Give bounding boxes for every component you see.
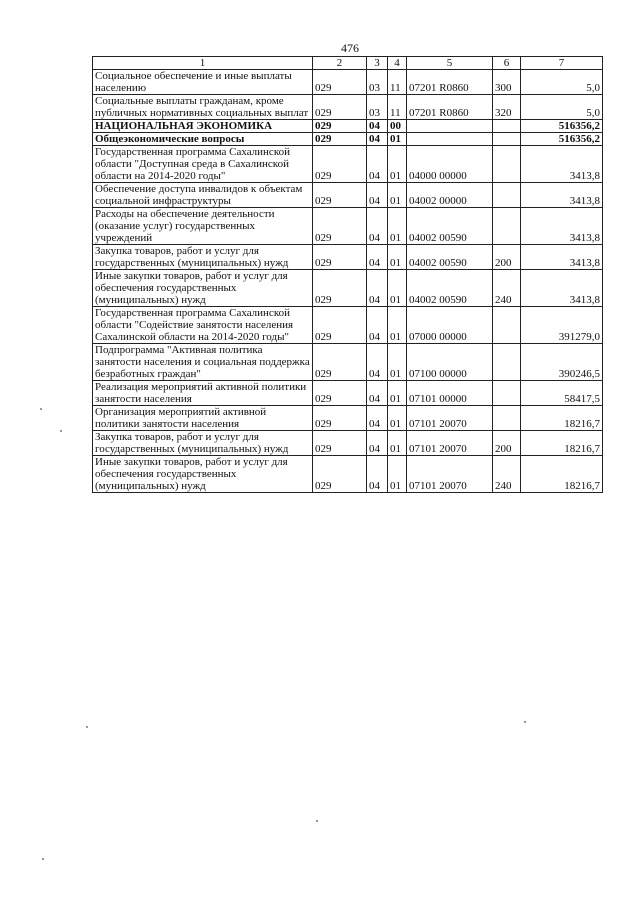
row-subsection: 01	[388, 456, 407, 493]
table-row	[93, 95, 603, 120]
row-section: 03	[367, 95, 388, 120]
column-number-row	[93, 57, 603, 70]
row-target: 07201 R0860	[407, 70, 493, 95]
row-expense-type	[493, 208, 521, 245]
row-section: 04	[367, 133, 388, 146]
col-header-ministry: 2	[313, 57, 367, 70]
row-target: 04002 00000	[407, 183, 493, 208]
row-section: 04	[367, 146, 388, 183]
row-name: Организация мероприятий активной политики занятости населения	[93, 406, 313, 431]
row-name: Реализация мероприятий активной политики занятости населения	[93, 381, 313, 406]
col-header-amount: 7	[521, 57, 603, 70]
row-ministry: 029	[313, 431, 367, 456]
row-expense-type	[493, 406, 521, 431]
row-expense-type	[493, 307, 521, 344]
row-expense-type: 200	[493, 431, 521, 456]
table-row	[93, 183, 603, 208]
col-header-target: 5	[407, 57, 493, 70]
col-header-name: 1	[93, 57, 313, 70]
row-section: 04	[367, 245, 388, 270]
row-ministry: 029	[313, 70, 367, 95]
row-amount: 18216,7	[521, 456, 603, 493]
row-amount: 3413,8	[521, 208, 603, 245]
row-ministry: 029	[313, 344, 367, 381]
row-name: Расходы на обеспечение деятельности (оказание услуг) государственных учреждений	[93, 208, 313, 245]
col-header-expense-type: 6	[493, 57, 521, 70]
row-amount: 391279,0	[521, 307, 603, 344]
row-amount: 18216,7	[521, 431, 603, 456]
row-section: 03	[367, 70, 388, 95]
scan-speck	[40, 408, 42, 410]
row-ministry: 029	[313, 133, 367, 146]
row-section: 04	[367, 270, 388, 307]
row-name: Закупка товаров, работ и услуг для государственных (муниципальных) нужд	[93, 245, 313, 270]
table-row	[93, 120, 603, 133]
row-section: 04	[367, 406, 388, 431]
row-expense-type	[493, 146, 521, 183]
row-name: Иные закупки товаров, работ и услуг для обеспечения государственных (муниципальных) нужд	[93, 456, 313, 493]
table-row	[93, 270, 603, 307]
row-name: Закупка товаров, работ и услуг для государственных (муниципальных) нужд	[93, 431, 313, 456]
row-target: 04000 00000	[407, 146, 493, 183]
row-expense-type: 240	[493, 456, 521, 493]
scan-speck	[86, 726, 88, 728]
scan-speck	[316, 820, 318, 822]
page-number: 476	[341, 41, 359, 55]
table-row	[93, 406, 603, 431]
table-row	[93, 208, 603, 245]
table-row	[93, 307, 603, 344]
row-section: 04	[367, 344, 388, 381]
row-amount: 3413,8	[521, 245, 603, 270]
row-subsection: 01	[388, 270, 407, 307]
row-target: 07000 00000	[407, 307, 493, 344]
row-ministry: 029	[313, 406, 367, 431]
row-amount: 516356,2	[521, 133, 603, 146]
row-section: 04	[367, 307, 388, 344]
row-target	[407, 133, 493, 146]
row-amount: 18216,7	[521, 406, 603, 431]
row-ministry: 029	[313, 146, 367, 183]
row-ministry: 029	[313, 120, 367, 133]
scan-speck	[42, 858, 44, 860]
row-target: 07101 20070	[407, 431, 493, 456]
row-ministry: 029	[313, 381, 367, 406]
row-name: Обеспечение доступа инвалидов к объектам социальной инфраструктуры	[93, 183, 313, 208]
row-ministry: 029	[313, 307, 367, 344]
row-amount: 5,0	[521, 70, 603, 95]
row-subsection: 01	[388, 406, 407, 431]
row-ministry: 029	[313, 95, 367, 120]
row-section: 04	[367, 208, 388, 245]
row-expense-type	[493, 120, 521, 133]
row-target: 07101 20070	[407, 456, 493, 493]
row-amount: 58417,5	[521, 381, 603, 406]
table-row	[93, 245, 603, 270]
row-target: 07100 00000	[407, 344, 493, 381]
row-amount: 390246,5	[521, 344, 603, 381]
row-expense-type: 300	[493, 70, 521, 95]
col-header-section: 3	[367, 57, 388, 70]
row-target: 07201 R0860	[407, 95, 493, 120]
row-target: 07101 00000	[407, 381, 493, 406]
row-expense-type	[493, 381, 521, 406]
row-expense-type	[493, 183, 521, 208]
row-subsection: 11	[388, 95, 407, 120]
row-subsection: 01	[388, 245, 407, 270]
row-expense-type	[493, 344, 521, 381]
row-name: Общеэкономические вопросы	[93, 133, 313, 146]
row-amount: 3413,8	[521, 146, 603, 183]
scan-speck	[524, 721, 526, 723]
row-subsection: 11	[388, 70, 407, 95]
row-expense-type: 240	[493, 270, 521, 307]
row-subsection: 01	[388, 344, 407, 381]
row-ministry: 029	[313, 270, 367, 307]
table-row	[93, 344, 603, 381]
table-row	[93, 146, 603, 183]
row-ministry: 029	[313, 183, 367, 208]
row-name: Иные закупки товаров, работ и услуг для обеспечения государственных (муниципальных) нужд	[93, 270, 313, 307]
row-section: 04	[367, 120, 388, 133]
row-amount: 3413,8	[521, 183, 603, 208]
row-expense-type: 200	[493, 245, 521, 270]
row-expense-type	[493, 133, 521, 146]
row-ministry: 029	[313, 456, 367, 493]
row-section: 04	[367, 183, 388, 208]
row-expense-type: 320	[493, 95, 521, 120]
row-subsection: 01	[388, 133, 407, 146]
row-subsection: 01	[388, 183, 407, 208]
scan-speck	[60, 430, 62, 432]
row-subsection: 01	[388, 146, 407, 183]
row-amount: 5,0	[521, 95, 603, 120]
row-name: Социальное обеспечение и иные выплаты населению	[93, 70, 313, 95]
row-section: 04	[367, 456, 388, 493]
row-section: 04	[367, 381, 388, 406]
table-row	[93, 431, 603, 456]
row-amount: 516356,2	[521, 120, 603, 133]
row-target	[407, 120, 493, 133]
row-subsection: 01	[388, 431, 407, 456]
row-subsection: 01	[388, 307, 407, 344]
row-target: 04002 00590	[407, 270, 493, 307]
table-row	[93, 381, 603, 406]
row-target: 04002 00590	[407, 245, 493, 270]
row-section: 04	[367, 431, 388, 456]
row-subsection: 01	[388, 208, 407, 245]
table-row	[93, 70, 603, 95]
budget-table	[92, 56, 603, 493]
row-subsection: 01	[388, 381, 407, 406]
row-name: Государственная программа Сахалинской области "Доступная среда в Сахалинской области на 2014-2020 годы"	[93, 146, 313, 183]
row-name: Социальные выплаты гражданам, кроме публичных нормативных социальных выплат	[93, 95, 313, 120]
row-target: 04002 00590	[407, 208, 493, 245]
col-header-subsection: 4	[388, 57, 407, 70]
row-ministry: 029	[313, 208, 367, 245]
row-subsection: 00	[388, 120, 407, 133]
row-target: 07101 20070	[407, 406, 493, 431]
row-amount: 3413,8	[521, 270, 603, 307]
row-name: Подпрограмма "Активная политика занятости населения и социальная поддержка безработных граждан"	[93, 344, 313, 381]
row-ministry: 029	[313, 245, 367, 270]
table-row	[93, 456, 603, 493]
row-name: Государственная программа Сахалинской области "Содействие занятости населения Сахалинской области на 2014-2020 годы"	[93, 307, 313, 344]
table-row	[93, 133, 603, 146]
row-name: НАЦИОНАЛЬНАЯ ЭКОНОМИКА	[93, 120, 313, 133]
